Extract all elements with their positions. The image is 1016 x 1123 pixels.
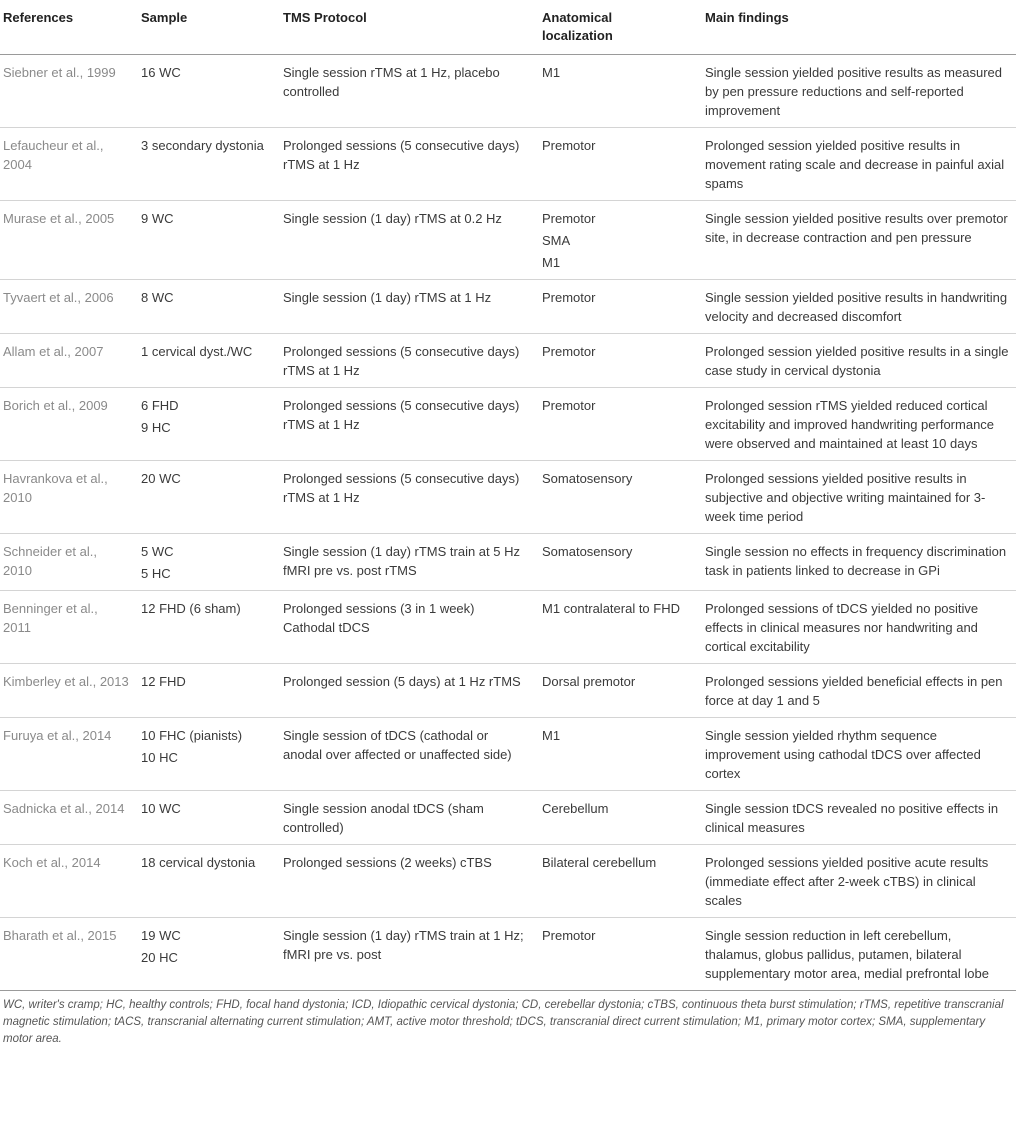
protocol-cell: Single session (1 day) rTMS train at 5 Hz fMRI pre vs. post rTMS	[277, 534, 536, 591]
localization-cell	[536, 334, 699, 388]
findings-cell: Prolonged session yielded positive results in a single case study in cervical dystonia	[699, 334, 1016, 388]
sample-line: 5 HC	[141, 566, 171, 581]
sample-cell	[135, 280, 277, 334]
localization-line: M1	[542, 728, 561, 743]
reference-cell: Havrankova et al., 2010	[0, 461, 135, 534]
sample-line: 1 cervical dyst./WC	[141, 344, 253, 359]
localization-cell	[536, 534, 699, 591]
reference-cell: Kimberley et al., 2013	[0, 664, 135, 718]
protocol-cell: Single session rTMS at 1 Hz, placebo controlled	[277, 55, 536, 128]
reference-cell: Benninger et al., 2011	[0, 591, 135, 664]
protocol-cell: Prolonged sessions (5 consecutive days) rTMS at 1 Hz	[277, 334, 536, 388]
localization-line: M1	[542, 255, 561, 270]
protocol-cell: Prolonged sessions (5 consecutive days) rTMS at 1 Hz	[277, 128, 536, 201]
reference-cell: Schneider et al., 2010	[0, 534, 135, 591]
protocol-cell: Single session anodal tDCS (sham controlled)	[277, 791, 536, 845]
table-row	[0, 461, 1016, 534]
table-header	[0, 0, 1016, 55]
header-tms-protocol: TMS Protocol	[277, 0, 536, 55]
localization-line: Premotor	[542, 344, 596, 359]
sample-line: 12 FHD	[141, 674, 186, 689]
sample-cell	[135, 591, 277, 664]
table-row	[0, 201, 1016, 280]
reference-cell: Sadnicka et al., 2014	[0, 791, 135, 845]
localization-cell	[536, 845, 699, 918]
header-references: References	[0, 0, 135, 55]
localization-line: Bilateral cerebellum	[542, 855, 657, 870]
localization-cell	[536, 55, 699, 128]
protocol-cell: Single session of tDCS (cathodal or anodal over affected or unaffected side)	[277, 718, 536, 791]
reference-cell: Koch et al., 2014	[0, 845, 135, 918]
sample-cell	[135, 845, 277, 918]
findings-cell: Single session yielded positive results in handwriting velocity and decreased discomfort	[699, 280, 1016, 334]
localization-line: Dorsal premotor	[542, 674, 636, 689]
header-sample: Sample	[135, 0, 277, 55]
localization-cell	[536, 791, 699, 845]
sample-line: 12 FHD (6 sham)	[141, 601, 241, 616]
findings-cell: Single session reduction in left cerebellum, thalamus, globus pallidus, putamen, bilateral supplementary motor area, medial prefrontal lobe	[699, 918, 1016, 991]
localization-line: Premotor	[542, 398, 596, 413]
header-anatomical-localization: Anatomical localization	[536, 0, 699, 55]
table-row	[0, 128, 1016, 201]
sample-line: 9 WC	[141, 211, 174, 226]
reference-cell: Siebner et al., 1999	[0, 55, 135, 128]
findings-cell: Prolonged sessions yielded positive acute results (immediate effect after 2-week cTBS) in clinical scales	[699, 845, 1016, 918]
protocol-cell: Prolonged session (5 days) at 1 Hz rTMS	[277, 664, 536, 718]
table-row	[0, 534, 1016, 591]
sample-line: 9 HC	[141, 420, 171, 435]
sample-line: 20 WC	[141, 471, 181, 486]
sample-line: 6 FHD	[141, 398, 179, 413]
localization-line: Cerebellum	[542, 801, 609, 816]
localization-line: Premotor	[542, 928, 596, 943]
sample-line: 16 WC	[141, 65, 181, 80]
findings-cell: Single session yielded rhythm sequence improvement using cathodal tDCS over affected cortex	[699, 718, 1016, 791]
sample-cell	[135, 718, 277, 791]
table-row	[0, 918, 1016, 991]
localization-line: SMA	[542, 233, 571, 248]
sample-line: 5 WC	[141, 544, 174, 559]
table-row	[0, 334, 1016, 388]
localization-cell	[536, 280, 699, 334]
table-row	[0, 791, 1016, 845]
sample-cell	[135, 664, 277, 718]
table-row	[0, 664, 1016, 718]
protocol-cell: Single session (1 day) rTMS train at 1 Hz; fMRI pre vs. post	[277, 918, 536, 991]
findings-cell: Prolonged sessions yielded positive results in subjective and objective writing maintained for 3-week time period	[699, 461, 1016, 534]
reference-cell: Lefaucheur et al., 2004	[0, 128, 135, 201]
table-footnote: WC, writer's cramp; HC, healthy controls; FHD, focal hand dystonia; ICD, Idiopathic cervical dystonia; CD, cerebellar dystonia; cTBS, continuous theta burst stimulation; rTMS, repetitive transcranial magnetic stimulation; tACS, transcranial alternating current stimulation; AMT, active motor threshold; tDCS, transcranial direct current stimulation; M1, primary motor cortex; SMA, supplementary motor area.	[3, 999, 1004, 1045]
sample-line: 10 WC	[141, 801, 181, 816]
sample-cell	[135, 334, 277, 388]
reference-cell: Allam et al., 2007	[0, 334, 135, 388]
sample-cell	[135, 201, 277, 280]
table-row	[0, 591, 1016, 664]
table-row	[0, 388, 1016, 461]
localization-cell	[536, 718, 699, 791]
table-row	[0, 718, 1016, 791]
sample-cell	[135, 534, 277, 591]
table-row	[0, 55, 1016, 128]
localization-line: M1 contralateral to FHD	[542, 601, 680, 616]
findings-cell: Single session yielded positive results as measured by pen pressure reductions and self-reported improvement	[699, 55, 1016, 128]
findings-cell: Single session yielded positive results over premotor site, in decrease contraction and pen pressure	[699, 201, 1016, 280]
findings-cell: Single session no effects in frequency discrimination task in patients linked to decrease in GPi	[699, 534, 1016, 591]
sample-cell	[135, 461, 277, 534]
sample-cell	[135, 791, 277, 845]
findings-cell: Prolonged session rTMS yielded reduced cortical excitability and improved handwriting performance were observed and maintained at least 10 days	[699, 388, 1016, 461]
sample-cell	[135, 388, 277, 461]
sample-line: 10 FHC (pianists)	[141, 728, 243, 743]
sample-line: 20 HC	[141, 950, 178, 965]
localization-line: Somatosensory	[542, 544, 633, 559]
localization-cell	[536, 128, 699, 201]
header-row	[0, 0, 1016, 55]
localization-line: Somatosensory	[542, 471, 633, 486]
reference-cell: Murase et al., 2005	[0, 201, 135, 280]
reference-cell: Tyvaert et al., 2006	[0, 280, 135, 334]
localization-cell	[536, 461, 699, 534]
sample-cell	[135, 55, 277, 128]
sample-line: 8 WC	[141, 290, 174, 305]
findings-cell: Prolonged sessions yielded beneficial effects in pen force at day 1 and 5	[699, 664, 1016, 718]
table-row	[0, 280, 1016, 334]
localization-cell	[536, 591, 699, 664]
localization-line: Premotor	[542, 211, 596, 226]
protocol-cell: Prolonged sessions (5 consecutive days) rTMS at 1 Hz	[277, 461, 536, 534]
protocol-cell: Prolonged sessions (2 weeks) cTBS	[277, 845, 536, 918]
sample-cell	[135, 128, 277, 201]
sample-cell	[135, 918, 277, 991]
table-row	[0, 845, 1016, 918]
sample-line: 10 HC	[141, 750, 178, 765]
reference-cell: Borich et al., 2009	[0, 388, 135, 461]
protocol-cell: Single session (1 day) rTMS at 1 Hz	[277, 280, 536, 334]
localization-line: M1	[542, 65, 561, 80]
localization-line: Premotor	[542, 290, 596, 305]
localization-line: Premotor	[542, 138, 596, 153]
reference-cell: Bharath et al., 2015	[0, 918, 135, 991]
table-body	[0, 55, 1016, 991]
sample-line: 18 cervical dystonia	[141, 855, 256, 870]
sample-line: 19 WC	[141, 928, 181, 943]
protocol-cell: Prolonged sessions (5 consecutive days) rTMS at 1 Hz	[277, 388, 536, 461]
findings-cell: Prolonged sessions of tDCS yielded no positive effects in clinical measures nor handwriting and cortical excitability	[699, 591, 1016, 664]
localization-cell	[536, 388, 699, 461]
localization-cell	[536, 664, 699, 718]
findings-cell: Prolonged session yielded positive results in movement rating scale and decrease in painful axial spams	[699, 128, 1016, 201]
header-main-findings: Main findings	[699, 0, 1016, 55]
protocol-cell: Prolonged sessions (3 in 1 week) Cathodal tDCS	[277, 591, 536, 664]
reference-cell: Furuya et al., 2014	[0, 718, 135, 791]
localization-cell	[536, 918, 699, 991]
sample-line: 3 secondary dystonia	[141, 138, 264, 153]
localization-cell	[536, 201, 699, 280]
protocol-cell: Single session (1 day) rTMS at 0.2 Hz	[277, 201, 536, 280]
findings-cell: Single session tDCS revealed no positive effects in clinical measures	[699, 791, 1016, 845]
